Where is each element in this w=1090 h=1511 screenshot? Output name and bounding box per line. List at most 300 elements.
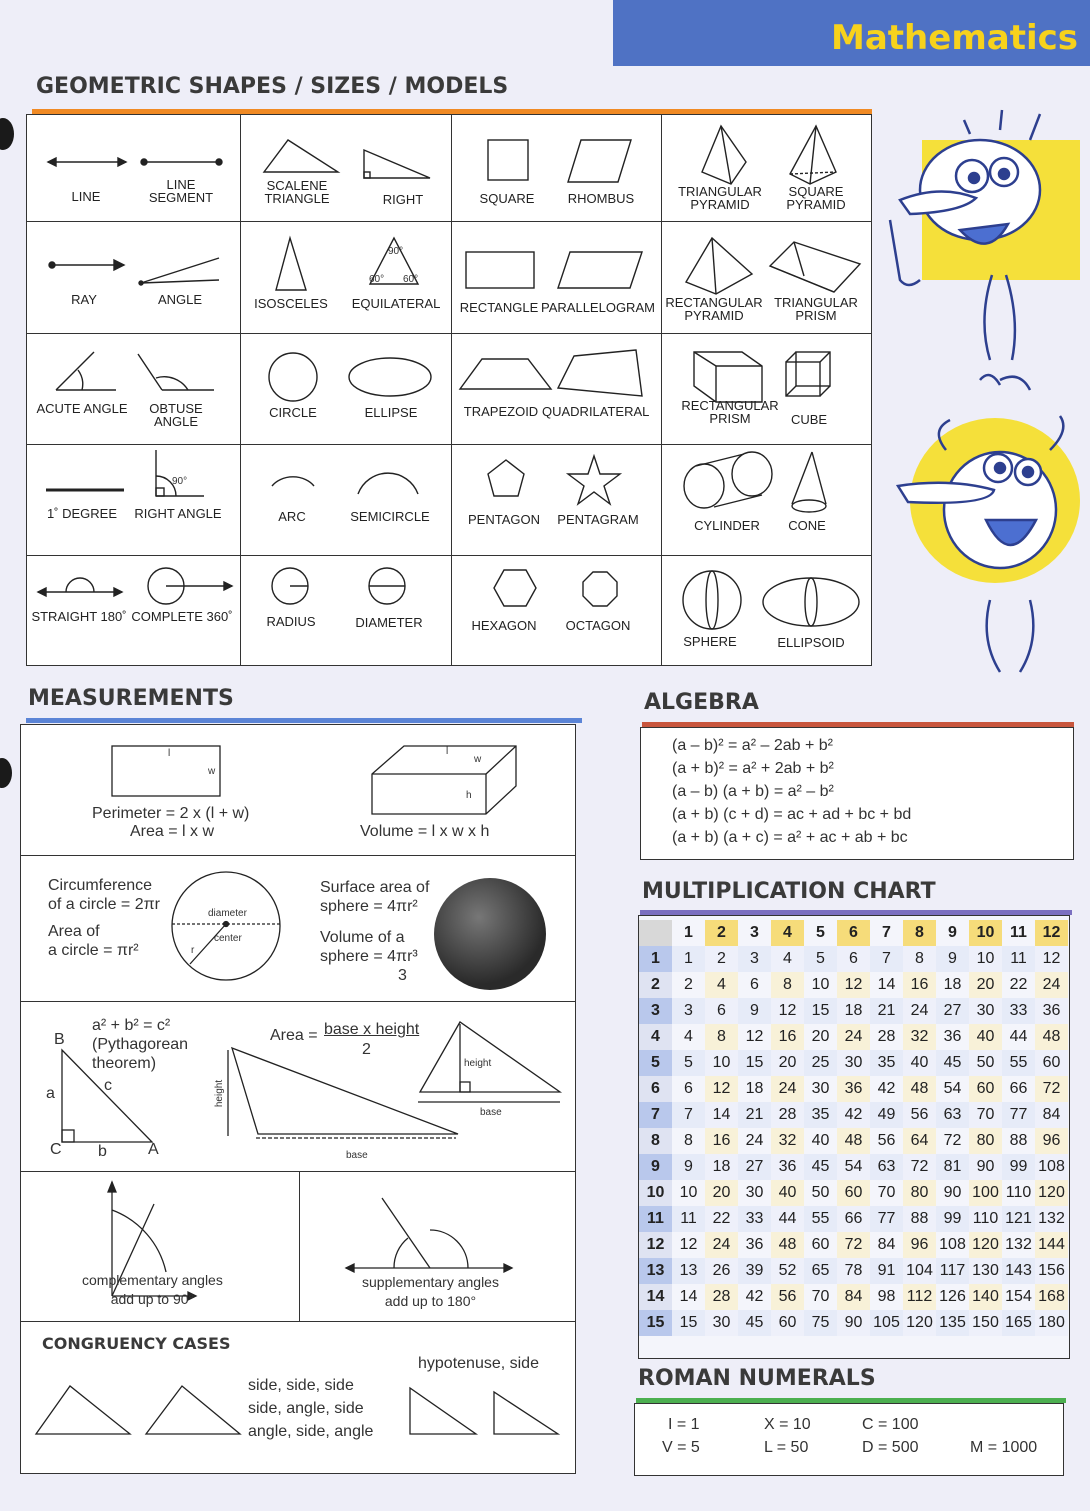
- mult-cell: 30: [811, 1080, 830, 1097]
- square-pyramid-icon: [790, 126, 836, 184]
- mult-cell: 54: [943, 1080, 962, 1097]
- base-label-1: base: [346, 1150, 368, 1161]
- mult-cell: 84: [837, 1284, 870, 1310]
- mult-cell: 98: [877, 1288, 896, 1305]
- label-rhombus: RHOMBUS: [567, 191, 635, 206]
- mult-cell: 50: [969, 1050, 1002, 1076]
- cartoon-character-2: [890, 410, 1080, 680]
- diameter-icon: [369, 568, 405, 604]
- isosceles-icon: [276, 238, 306, 290]
- mult-cell: 72: [943, 1132, 962, 1149]
- right-triangle-icon: [364, 150, 430, 178]
- mult-cell: 10: [969, 946, 1002, 972]
- mult-cell: 5: [672, 1050, 705, 1076]
- mult-cell: 105: [870, 1310, 903, 1336]
- mult-cell: 56: [771, 1284, 804, 1310]
- rect-w: w: [208, 766, 216, 777]
- mult-cell: 48: [903, 1076, 936, 1102]
- complete-angle-icon: [148, 568, 232, 604]
- mult-row-header: 14: [639, 1284, 672, 1310]
- mult-cell: 75: [804, 1310, 837, 1336]
- mult-cell: 20: [705, 1180, 738, 1206]
- mult-row-header: 3: [639, 998, 672, 1024]
- octagon-icon: [583, 572, 617, 606]
- mult-cell: 15: [804, 998, 837, 1024]
- mult-cell: 90: [837, 1310, 870, 1336]
- label-ellipsoid: ELLIPSOID: [777, 635, 845, 650]
- mult-cell: 20: [771, 1050, 804, 1076]
- mult-cell: 22: [1009, 976, 1028, 993]
- mult-cell: 72: [903, 1154, 936, 1180]
- mult-cell: 108: [939, 1236, 966, 1253]
- mult-cell: 15: [738, 1050, 771, 1076]
- roman-v: V = 5: [662, 1439, 700, 1456]
- multiplication-title: MULTIPLICATION CHART: [642, 879, 936, 904]
- mult-cell: 11: [1002, 946, 1035, 972]
- mult-cell: 72: [1035, 1076, 1068, 1102]
- mult-cell: 7: [672, 1102, 705, 1128]
- supplementary-text: supplementary angles add up to 180°: [362, 1274, 499, 1309]
- rectangular-pyramid-icon: [686, 238, 752, 294]
- label-parallelogram: PARALLELOGRAM: [541, 300, 655, 315]
- mult-cell: 7: [870, 946, 903, 972]
- arc-icon: [272, 477, 314, 486]
- mult-cell: 154: [1005, 1288, 1032, 1305]
- sphere-shaded: [434, 878, 546, 990]
- congruency-title: CONGRUENCY CASES: [42, 1334, 231, 1353]
- mult-row-header: 1: [639, 946, 672, 972]
- mult-cell: 42: [745, 1288, 764, 1305]
- mult-cell: 56: [903, 1102, 936, 1128]
- mult-cell: 6: [705, 998, 738, 1024]
- mult-cell: 99: [936, 1206, 969, 1232]
- area-triangle-numerator: base x height: [324, 1021, 420, 1038]
- mult-cell: 81: [936, 1154, 969, 1180]
- mult-col-header: 8: [903, 920, 936, 946]
- label-cylinder: CYLINDER: [694, 518, 760, 533]
- mult-col-header: 6: [837, 920, 870, 946]
- label-equilateral: EQUILATERAL: [351, 296, 441, 311]
- mult-row-header: 2: [639, 972, 672, 998]
- algebra-line-5: (a + b) (a + c) = a² + ac + ab + bc: [672, 829, 908, 846]
- mult-cell: 44: [771, 1206, 804, 1232]
- hypotenuse-side: hypotenuse, side: [418, 1355, 539, 1372]
- mult-cell: 21: [870, 998, 903, 1024]
- mult-cell: 135: [936, 1310, 969, 1336]
- measurements-rule: [26, 718, 582, 723]
- mult-corner: [639, 920, 672, 946]
- mult-cell: 24: [705, 1232, 738, 1258]
- mult-cell: 55: [804, 1206, 837, 1232]
- label-line-segment: LINE SEGMENT: [148, 177, 214, 205]
- mult-cell: 33: [738, 1206, 771, 1232]
- roman-i: I = 1: [668, 1416, 700, 1433]
- mult-cell: 88: [1009, 1132, 1028, 1149]
- triangle-side-c: c: [104, 1077, 112, 1094]
- rectangle-icon: [466, 252, 534, 288]
- mult-cell: 30: [969, 998, 1002, 1024]
- area-triangle-prefix: Area =: [270, 1027, 318, 1044]
- line-icon: [48, 158, 126, 166]
- mult-cell: 9: [936, 946, 969, 972]
- pentagram-icon: [568, 456, 620, 504]
- mult-cell: 26: [705, 1258, 738, 1284]
- mult-cell: 60: [1035, 1050, 1068, 1076]
- area-triangle-denominator: 2: [362, 1041, 371, 1058]
- mult-cell: 120: [969, 1232, 1002, 1258]
- mult-cell: 84: [1035, 1102, 1068, 1128]
- label-rectangle: RECTANGLE: [459, 300, 539, 315]
- mult-col-header: 3: [738, 920, 771, 946]
- mult-cell: 20: [969, 972, 1002, 998]
- mult-cell: 48: [837, 1128, 870, 1154]
- mult-cell: 24: [837, 1024, 870, 1050]
- mult-cell: 156: [1035, 1258, 1068, 1284]
- algebra-line-3: (a – b) (a + b) = a² – b²: [672, 783, 834, 800]
- mult-col-header: 5: [804, 920, 837, 946]
- pentagon-icon: [488, 460, 524, 496]
- label-angle: ANGLE: [157, 292, 203, 307]
- mult-cell: 132: [1005, 1236, 1032, 1253]
- mult-row-header: 10: [639, 1180, 672, 1206]
- rectangular-prism-icon: [694, 352, 762, 402]
- mult-cell: 18: [705, 1154, 738, 1180]
- mult-cell: 130: [969, 1258, 1002, 1284]
- mult-cell: 18: [837, 998, 870, 1024]
- mult-cell: 14: [705, 1102, 738, 1128]
- label-obtuse-angle: OBTUSE ANGLE: [149, 401, 203, 429]
- base-label-2: base: [480, 1107, 502, 1118]
- mult-cell: 39: [738, 1258, 771, 1284]
- mult-cell: 40: [771, 1180, 804, 1206]
- sphere-icon: [683, 571, 741, 629]
- mult-cell: 3: [672, 998, 705, 1024]
- label-trapezoid: TRAPEZOID: [463, 404, 539, 419]
- area-rect-formula: Area = l x w: [130, 823, 215, 840]
- label-pentagon: PENTAGON: [468, 512, 540, 527]
- congruency-cases: side, side, side side, angle, side angle, side, angle: [248, 1377, 374, 1440]
- surface-area-formula: Surface area of sphere = 4πr²: [320, 879, 430, 915]
- mult-cell: 11: [672, 1206, 705, 1232]
- mult-cell: 72: [837, 1232, 870, 1258]
- mult-cell: 180: [1035, 1310, 1068, 1336]
- ellipse-icon: [349, 358, 431, 396]
- parallelogram-icon: [558, 252, 642, 288]
- mult-col-header: 10: [969, 920, 1002, 946]
- mult-cell: 99: [1002, 1154, 1035, 1180]
- roman-c: C = 100: [862, 1416, 919, 1433]
- mult-cell: 30: [705, 1310, 738, 1336]
- mult-col-header: 4: [771, 920, 804, 946]
- mult-cell: 2: [684, 976, 693, 993]
- mult-cell: 16: [903, 972, 936, 998]
- mult-cell: 36: [1035, 998, 1068, 1024]
- equilateral-angle-left: 60°: [369, 274, 385, 285]
- mult-cell: 60: [771, 1310, 804, 1336]
- mult-col-header: 12: [1035, 920, 1068, 946]
- mult-cell: 35: [870, 1050, 903, 1076]
- mult-cell: 14: [679, 1288, 698, 1305]
- binder-hole: [0, 758, 12, 788]
- label-square-pyramid: SQUARE PYRAMID: [786, 184, 846, 212]
- mult-col-header: 11: [1002, 920, 1035, 946]
- roman-x: X = 10: [764, 1416, 811, 1433]
- mult-row-header: 6: [639, 1076, 672, 1102]
- square-icon: [488, 140, 528, 180]
- mult-cell: 13: [672, 1258, 705, 1284]
- label-isosceles: ISOSCELES: [254, 296, 328, 311]
- semicircle-icon: [358, 473, 418, 494]
- mult-cell: 168: [1035, 1284, 1068, 1310]
- triangle-vertex-c: C: [50, 1141, 62, 1158]
- label-right: RIGHT: [382, 192, 424, 207]
- mult-cell: 25: [804, 1050, 837, 1076]
- algebra-title: ALGEBRA: [644, 690, 759, 715]
- mult-cell: 12: [679, 1236, 698, 1253]
- mult-cell: 10: [679, 1184, 698, 1201]
- mult-cell: 49: [870, 1102, 903, 1128]
- mult-cell: 32: [903, 1024, 936, 1050]
- mult-cell: 3: [738, 946, 771, 972]
- volume-sphere-formula: Volume of a sphere = 4πr³: [320, 929, 418, 965]
- mult-col-header: 9: [936, 920, 969, 946]
- right-angle-mark: 90°: [172, 476, 188, 487]
- multiplication-table: [639, 920, 1068, 1336]
- mult-cell: 10: [705, 1050, 738, 1076]
- mult-cell: 80: [903, 1180, 936, 1206]
- mult-cell: 45: [804, 1154, 837, 1180]
- box-l: l: [446, 746, 449, 757]
- triangle-side-b: b: [98, 1143, 107, 1160]
- label-straight: STRAIGHT 180˚: [31, 609, 127, 624]
- mult-cell: 56: [877, 1132, 896, 1149]
- radius-icon: [272, 568, 308, 604]
- mult-cell: 24: [1035, 972, 1068, 998]
- mult-cell: 28: [705, 1284, 738, 1310]
- mult-row-header: 8: [639, 1128, 672, 1154]
- mult-cell: 12: [1035, 946, 1068, 972]
- mult-cell: 30: [837, 1050, 870, 1076]
- mult-cell: 8: [903, 946, 936, 972]
- cube-icon: [786, 352, 830, 396]
- mult-cell: 48: [1035, 1024, 1068, 1050]
- rectangle-diagram: [112, 746, 220, 796]
- label-acute-angle: ACUTE ANGLE: [36, 401, 128, 416]
- roman-d: D = 500: [862, 1439, 919, 1456]
- label-line: LINE: [71, 189, 101, 204]
- triangular-prism-icon: [770, 242, 860, 292]
- angle-icon: [139, 258, 219, 285]
- mult-cell: 12: [745, 1028, 764, 1045]
- mult-cell: 4: [771, 946, 804, 972]
- mult-cell: 84: [877, 1236, 896, 1253]
- roman-l: L = 50: [764, 1439, 809, 1456]
- mult-cell: 96: [1035, 1128, 1068, 1154]
- rect-l: l: [168, 748, 171, 759]
- circumference-formula: Circumference of a circle = 2πr: [48, 877, 160, 913]
- mult-cell: 45: [738, 1310, 771, 1336]
- mult-row-header: 11: [639, 1206, 672, 1232]
- mult-cell: 88: [903, 1206, 936, 1232]
- mult-cell: 48: [771, 1232, 804, 1258]
- mult-cell: 78: [837, 1258, 870, 1284]
- mult-col-header: 1: [672, 920, 705, 946]
- label-triangular-pyramid: TRIANGULAR PYRAMID: [678, 184, 762, 212]
- rhombus-icon: [568, 140, 631, 182]
- perimeter-formula: Perimeter = 2 x (l + w): [92, 805, 250, 822]
- right-angle-icon: [156, 450, 204, 496]
- label-arc: ARC: [278, 509, 306, 524]
- mult-cell: 64: [903, 1128, 936, 1154]
- diameter-label: diameter: [208, 908, 247, 919]
- mult-cell: 70: [969, 1102, 1002, 1128]
- mult-cell: 35: [804, 1102, 837, 1128]
- label-octagon: OCTAGON: [565, 618, 631, 633]
- mult-cell: 2: [705, 946, 738, 972]
- mult-cell: 143: [1002, 1258, 1035, 1284]
- mult-cell: 121: [1002, 1206, 1035, 1232]
- equilateral-angle-top: 90°: [388, 246, 404, 257]
- mult-cell: 70: [811, 1288, 830, 1305]
- mult-cell: 8: [684, 1132, 693, 1149]
- mult-cell: 36: [943, 1028, 962, 1045]
- circle-icon: [269, 353, 317, 401]
- trapezoid-icon: [460, 359, 551, 389]
- triangle-vertex-a: A: [148, 1141, 159, 1158]
- label-sphere: SPHERE: [683, 634, 737, 649]
- straight-angle-icon: [38, 578, 122, 596]
- mult-cell: 110: [1005, 1184, 1032, 1201]
- mult-cell: 27: [738, 1154, 771, 1180]
- obtuse-triangle-diagram: [228, 1048, 458, 1138]
- mult-cell: 9: [672, 1154, 705, 1180]
- ellipsoid-icon: [763, 578, 859, 626]
- label-radius: RADIUS: [266, 614, 316, 629]
- mult-cell: 108: [1035, 1154, 1068, 1180]
- mult-row-header: 13: [639, 1258, 672, 1284]
- mult-cell: 24: [771, 1076, 804, 1102]
- label-quadrilateral: QUADRILATERAL: [542, 404, 650, 419]
- label-cone: CONE: [788, 518, 826, 533]
- mult-cell: 120: [903, 1310, 936, 1336]
- mult-cell: 40: [811, 1132, 830, 1149]
- mult-cell: 14: [877, 976, 896, 993]
- cartoon-character-1: [880, 100, 1080, 400]
- mult-cell: 50: [811, 1184, 830, 1201]
- label-complete: COMPLETE 360˚: [131, 609, 233, 624]
- mult-cell: 18: [745, 1080, 764, 1097]
- mult-cell: 24: [903, 998, 936, 1024]
- mult-cell: 4: [684, 1028, 693, 1045]
- mult-cell: 9: [738, 998, 771, 1024]
- roman-title: ROMAN NUMERALS: [638, 1366, 876, 1391]
- mult-cell: 27: [936, 998, 969, 1024]
- mult-row-header: 9: [639, 1154, 672, 1180]
- mult-cell: 24: [745, 1132, 764, 1149]
- height-label-2: height: [464, 1058, 492, 1069]
- mult-cell: 66: [837, 1206, 870, 1232]
- pythagorean-formula: a² + b² = c² (Pythagorean theorem): [92, 1017, 189, 1072]
- mult-cell: 112: [903, 1284, 936, 1310]
- mult-cell: 10: [811, 976, 830, 993]
- geometric-title: GEOMETRIC SHAPES / SIZES / MODELS: [36, 74, 509, 99]
- label-square: SQUARE: [479, 191, 535, 206]
- mult-cell: 52: [771, 1258, 804, 1284]
- label-hexagon: HEXAGON: [471, 618, 537, 633]
- mult-cell: 21: [738, 1102, 771, 1128]
- mult-cell: 12: [837, 972, 870, 998]
- mult-cell: 30: [745, 1184, 764, 1201]
- complementary-text: complementary angles add up to 90°: [82, 1272, 223, 1307]
- mult-row-header: 5: [639, 1050, 672, 1076]
- volume-sphere-denominator: 3: [398, 967, 407, 984]
- mult-cell: 18: [943, 976, 962, 993]
- hexagon-icon: [494, 570, 536, 606]
- mult-cell: 60: [811, 1236, 830, 1253]
- mult-cell: 44: [1009, 1028, 1028, 1045]
- mult-cell: 12: [705, 1076, 738, 1102]
- mult-cell: 40: [903, 1050, 936, 1076]
- mult-cell: 104: [903, 1258, 936, 1284]
- acute-angle-icon: [56, 352, 116, 390]
- cylinder-icon: [684, 452, 772, 508]
- mult-cell: 77: [870, 1206, 903, 1232]
- mult-cell: 60: [969, 1076, 1002, 1102]
- measurements-title: MEASUREMENTS: [28, 686, 234, 711]
- label-scalene: SCALENE TRIANGLE: [264, 178, 330, 206]
- mult-cell: 15: [672, 1310, 705, 1336]
- label-semicircle: SEMICIRCLE: [350, 509, 430, 524]
- mult-cell: 4: [705, 972, 738, 998]
- mult-cell: 45: [936, 1050, 969, 1076]
- mult-row-header: 7: [639, 1102, 672, 1128]
- volume-formula: Volume = l x w x h: [360, 823, 490, 840]
- mult-cell: 6: [750, 976, 759, 993]
- height-label-1: height: [214, 1079, 226, 1108]
- mult-cell: 12: [771, 998, 804, 1024]
- mult-cell: 36: [771, 1154, 804, 1180]
- mult-cell: 8: [705, 1024, 738, 1050]
- mult-cell: 28: [771, 1102, 804, 1128]
- binder-hole: [0, 118, 14, 150]
- algebra-line-1: (a – b)² = a² – 2ab + b²: [672, 737, 833, 754]
- scalene-triangle-icon: [264, 140, 338, 172]
- mult-cell: 40: [969, 1024, 1002, 1050]
- center-label: center: [214, 933, 242, 944]
- mult-cell: 91: [870, 1258, 903, 1284]
- mult-col-header: 7: [870, 920, 903, 946]
- mult-cell: 100: [969, 1180, 1002, 1206]
- mult-cell: 22: [705, 1206, 738, 1232]
- roman-m: M = 1000: [970, 1439, 1038, 1456]
- label-diameter: DIAMETER: [355, 615, 423, 630]
- cone-icon: [792, 452, 826, 512]
- label-circle: CIRCLE: [269, 405, 317, 420]
- mult-row-header: 15: [639, 1310, 672, 1336]
- mult-cell: 42: [877, 1080, 896, 1097]
- algebra-line-2: (a + b)² = a² + 2ab + b²: [672, 760, 834, 777]
- quadrilateral-icon: [558, 350, 642, 396]
- mult-cell: 110: [969, 1206, 1002, 1232]
- mult-cell: 144: [1035, 1232, 1068, 1258]
- mult-col-header: 2: [705, 920, 738, 946]
- triangular-pyramid-icon: [702, 126, 746, 184]
- mult-cell: 54: [837, 1154, 870, 1180]
- equilateral-angle-right: 60°: [403, 274, 419, 285]
- mult-cell: 36: [745, 1236, 764, 1253]
- label-pentagram: PENTAGRAM: [557, 512, 639, 527]
- radius-label: r: [191, 945, 195, 956]
